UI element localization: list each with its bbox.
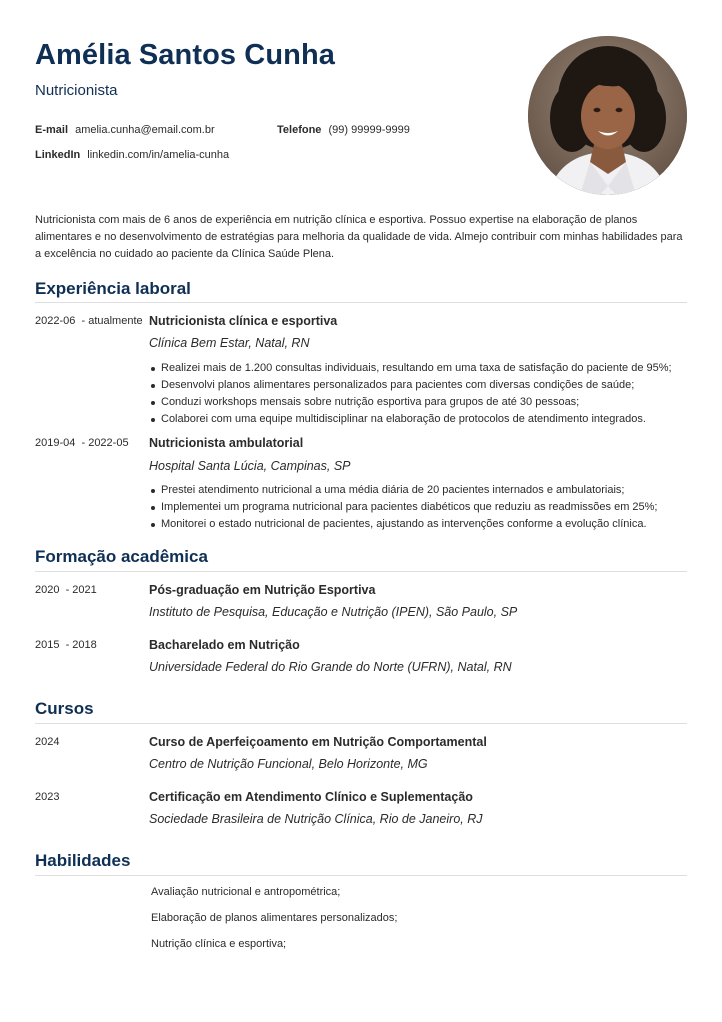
- job-achievements: [149, 360, 672, 428]
- contact-linkedin-label: LinkedIn: [35, 149, 81, 161]
- skill-item: Avaliação nutricional e antropométrica;: [151, 886, 341, 898]
- job-title: Nutricionista ambulatorial: [149, 436, 304, 450]
- section-divider: [35, 302, 687, 303]
- contact-email-value[interactable]: amelia.cunha@email.com.br: [75, 124, 215, 136]
- job-achievements: [149, 482, 657, 533]
- contact-phone-label: Telefone: [277, 124, 322, 136]
- contact-email: [35, 124, 215, 136]
- job-employer: Clínica Bem Estar, Natal, RN: [149, 336, 310, 350]
- list-item: Implementei um programa nutricional para pacientes diabéticos que reduziu as readmissões em 25%;: [149, 499, 657, 516]
- contact-phone: [277, 124, 410, 136]
- section-title-courses: Cursos: [35, 699, 94, 718]
- contact-linkedin: [35, 149, 229, 161]
- job-title: Nutricionista clínica e esportiva: [149, 314, 338, 328]
- list-item: Realizei mais de 1.200 consultas individuais, resultando em uma taxa de satisfação do paciente de 95%;: [149, 360, 672, 377]
- list-item: Conduzi workshops mensais sobre nutrição esportiva para grupos de até 30 pessoas;: [149, 394, 672, 411]
- list-item: Prestei atendimento nutricional a uma média diária de 20 pacientes internados e ambulatoriais;: [149, 482, 657, 499]
- candidate-role: Nutricionista: [35, 82, 118, 99]
- section-title-education: Formação acadêmica: [35, 547, 208, 566]
- course-institution: Centro de Nutrição Funcional, Belo Horizonte, MG: [149, 757, 428, 771]
- section-title-skills: Habilidades: [35, 851, 131, 870]
- education-dates: 2020 - 2021: [35, 584, 97, 596]
- education-degree: Pós-graduação em Nutrição Esportiva: [149, 583, 376, 597]
- skill-item: Elaboração de planos alimentares personalizados;: [151, 912, 398, 924]
- profile-photo: [528, 36, 687, 195]
- section-title-experience: Experiência laboral: [35, 279, 191, 298]
- job-dates: 2022-06 - atualmente: [35, 315, 143, 327]
- education-degree: Bacharelado em Nutrição: [149, 638, 300, 652]
- list-item: Colaborei com uma equipe multidisciplinar na elaboração de protocolos de atendimento integrados.: [149, 411, 672, 428]
- skill-item: Nutrição clínica e esportiva;: [151, 938, 287, 950]
- education-institution: Universidade Federal do Rio Grande do Norte (UFRN), Natal, RN: [149, 660, 512, 674]
- professional-summary: Nutricionista com mais de 6 anos de experiência em nutrição clínica e esportiva. Possuo expertise na elaboração de planos alimentares e no desenvolvimento de estratégias para melhoria da qualidade de vida. Almejo contribuir com minhas habilidades para a excelência no cuidado ao paciente da Clínica Saúde Plena.: [35, 214, 683, 260]
- contact-linkedin-value[interactable]: linkedin.com/in/amelia-cunha: [87, 149, 230, 161]
- section-divider: [35, 571, 687, 572]
- course-institution: Sociedade Brasileira de Nutrição Clínica, Rio de Janeiro, RJ: [149, 812, 483, 826]
- contact-email-label: E-mail: [35, 124, 69, 136]
- job-dates: 2019-04 - 2022-05: [35, 437, 129, 449]
- section-divider: [35, 875, 687, 876]
- list-item: Desenvolvi planos alimentares personalizados para pacientes com diversas condições de saúde;: [149, 377, 672, 394]
- education-dates: 2015 - 2018: [35, 639, 97, 651]
- course-date: 2023: [35, 791, 60, 803]
- list-item: Monitorei o estado nutricional de pacientes, ajustando as intervenções conforme a evolução clínica.: [149, 516, 657, 533]
- course-date: 2024: [35, 736, 60, 748]
- job-employer: Hospital Santa Lúcia, Campinas, SP: [149, 459, 351, 473]
- course-title: Curso de Aperfeiçoamento em Nutrição Comportamental: [149, 735, 487, 749]
- course-title: Certificação em Atendimento Clínico e Suplementação: [149, 790, 473, 804]
- section-divider: [35, 723, 687, 724]
- contact-phone-value[interactable]: (99) 99999-9999: [328, 124, 410, 136]
- education-institution: Instituto de Pesquisa, Educação e Nutrição (IPEN), São Paulo, SP: [149, 605, 518, 619]
- candidate-name: Amélia Santos Cunha: [35, 39, 336, 71]
